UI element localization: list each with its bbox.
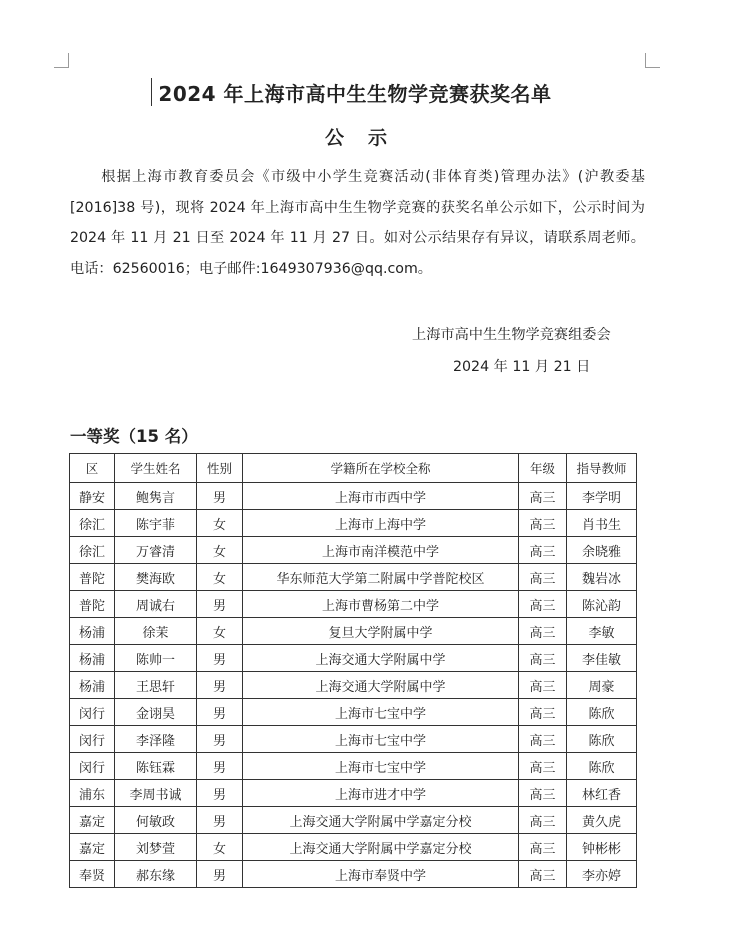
cell-teacher: 林红香: [567, 780, 637, 807]
cell-school: 上海市七宝中学: [243, 726, 519, 753]
cell-student-name: 金诩昊: [115, 699, 197, 726]
cell-student-name: 郝东缘: [115, 861, 197, 888]
cell-student-name: 徐茉: [115, 618, 197, 645]
table-row: [70, 753, 637, 780]
cell-grade: 高三: [519, 861, 567, 888]
cell-student-name: 陈帅一: [115, 645, 197, 672]
cell-gender: 女: [197, 564, 243, 591]
cell-district: 杨浦: [70, 618, 115, 645]
cell-teacher: 魏岩冰: [567, 564, 637, 591]
cell-teacher: 陈欣: [567, 726, 637, 753]
cell-gender: 男: [197, 780, 243, 807]
cell-gender: 男: [197, 726, 243, 753]
cell-teacher: 陈欣: [567, 699, 637, 726]
cell-school: 上海市南洋模范中学: [243, 537, 519, 564]
cell-grade: 高三: [519, 834, 567, 861]
document-subtitle: [0, 123, 712, 150]
cell-student-name: 刘梦萱: [115, 834, 197, 861]
cell-student-name: 鲍隽言: [115, 483, 197, 510]
cell-student-name: 周诚右: [115, 591, 197, 618]
cell-school: 上海市进才中学: [243, 780, 519, 807]
cell-teacher: 肖书生: [567, 510, 637, 537]
table-row: [70, 861, 637, 888]
cell-student-name: 陈宇菲: [115, 510, 197, 537]
header-student-name: 学生姓名: [115, 454, 197, 483]
cell-school: 上海市奉贤中学: [243, 861, 519, 888]
cell-student-name: 何敏政: [115, 807, 197, 834]
cell-teacher: 李学明: [567, 483, 637, 510]
table-row: [70, 672, 637, 699]
cell-district: 杨浦: [70, 645, 115, 672]
cell-school: 上海交通大学附属中学嘉定分校: [243, 834, 519, 861]
header-grade: 年级: [519, 454, 567, 483]
cell-grade: 高三: [519, 510, 567, 537]
signature-date: 2024 年 11 月 21 日: [453, 359, 591, 375]
page-corner-mark-right: [645, 53, 660, 68]
body-paragraph-text: 根据上海市教育委员会《市级中小学生竞赛活动(非体育类)管理办法》(沪教委基[2016]38 号)，现将 2024 年上海市高中生生物学竞赛的获奖名单公示如下，公示时间为 2024 年 11 月 21 日至 2024 年 11 月 27 日。如对公示结果存有异议，请联系周老师。电话：62560016；电子邮件:1649307936@qq.com。: [70, 169, 645, 277]
cell-school: 华东师范大学第二附属中学普陀校区: [243, 564, 519, 591]
cell-school: 上海市曹杨第二中学: [243, 591, 519, 618]
table-row: [70, 483, 637, 510]
cell-school: 复旦大学附属中学: [243, 618, 519, 645]
table-body: [70, 483, 637, 888]
cell-gender: 女: [197, 618, 243, 645]
cell-grade: 高三: [519, 591, 567, 618]
cell-district: 徐汇: [70, 510, 115, 537]
cell-district: 闵行: [70, 726, 115, 753]
cell-gender: 男: [197, 753, 243, 780]
cell-district: 嘉定: [70, 834, 115, 861]
cell-gender: 女: [197, 510, 243, 537]
subtitle-char: 公: [324, 127, 344, 149]
table-row: [70, 591, 637, 618]
cell-student-name: 王思轩: [115, 672, 197, 699]
cell-district: 徐汇: [70, 537, 115, 564]
subtitle-char: 示: [368, 127, 388, 149]
header-district: 区: [70, 454, 115, 483]
table-row: [70, 807, 637, 834]
table-row: [70, 537, 637, 564]
cell-gender: 男: [197, 861, 243, 888]
section-heading-first-prize: 一等奖（15 名）: [70, 427, 198, 446]
cell-gender: 男: [197, 483, 243, 510]
cell-district: 闵行: [70, 699, 115, 726]
table-row: [70, 645, 637, 672]
cell-school: 上海交通大学附属中学: [243, 672, 519, 699]
table-row: [70, 834, 637, 861]
organizer-signature: 上海市高中生生物学竞赛组委会: [412, 327, 611, 343]
cell-district: 普陀: [70, 564, 115, 591]
cell-gender: 男: [197, 699, 243, 726]
cell-gender: 男: [197, 672, 243, 699]
cell-gender: 女: [197, 537, 243, 564]
cell-grade: 高三: [519, 564, 567, 591]
header-gender: 性别: [197, 454, 243, 483]
cell-district: 浦东: [70, 780, 115, 807]
cell-grade: 高三: [519, 807, 567, 834]
awards-table: [69, 453, 637, 888]
cell-district: 杨浦: [70, 672, 115, 699]
cell-gender: 男: [197, 645, 243, 672]
page-corner-mark-left: [54, 53, 69, 68]
table-header-row: [70, 454, 637, 483]
header-teacher: 指导教师: [567, 454, 637, 483]
cell-teacher: 余晓雅: [567, 537, 637, 564]
cell-grade: 高三: [519, 699, 567, 726]
cell-district: 普陀: [70, 591, 115, 618]
cell-teacher: 李敏: [567, 618, 637, 645]
cell-teacher: 钟彬彬: [567, 834, 637, 861]
cell-teacher: 李亦婷: [567, 861, 637, 888]
cell-teacher: 李佳敏: [567, 645, 637, 672]
body-paragraph: [70, 162, 645, 284]
cell-grade: 高三: [519, 726, 567, 753]
table-row: [70, 780, 637, 807]
cell-student-name: 陈钰霖: [115, 753, 197, 780]
table-row: [70, 564, 637, 591]
cell-grade: 高三: [519, 618, 567, 645]
cell-school: 上海市上海中学: [243, 510, 519, 537]
cell-district: 闵行: [70, 753, 115, 780]
cell-grade: 高三: [519, 537, 567, 564]
cell-district: 嘉定: [70, 807, 115, 834]
cell-school: 上海市市西中学: [243, 483, 519, 510]
cell-gender: 男: [197, 807, 243, 834]
cell-school: 上海交通大学附属中学: [243, 645, 519, 672]
table-row: [70, 699, 637, 726]
cell-grade: 高三: [519, 483, 567, 510]
cell-student-name: 李泽隆: [115, 726, 197, 753]
cell-grade: 高三: [519, 780, 567, 807]
cell-gender: 男: [197, 591, 243, 618]
cell-grade: 高三: [519, 645, 567, 672]
cell-grade: 高三: [519, 672, 567, 699]
cell-teacher: 陈欣: [567, 753, 637, 780]
cell-student-name: 万睿清: [115, 537, 197, 564]
cell-grade: 高三: [519, 753, 567, 780]
header-school: 学籍所在学校全称: [243, 454, 519, 483]
cell-teacher: 黄久虎: [567, 807, 637, 834]
cell-student-name: 李周书诚: [115, 780, 197, 807]
cell-district: 静安: [70, 483, 115, 510]
cell-gender: 女: [197, 834, 243, 861]
document-title: 2024 年上海市高中生生物学竞赛获奖名单: [158, 82, 552, 106]
cell-student-name: 樊海欧: [115, 564, 197, 591]
cell-school: 上海市七宝中学: [243, 753, 519, 780]
cell-teacher: 陈沁韵: [567, 591, 637, 618]
table-row: [70, 510, 637, 537]
cell-school: 上海市七宝中学: [243, 699, 519, 726]
cell-school: 上海交通大学附属中学嘉定分校: [243, 807, 519, 834]
cell-teacher: 周豪: [567, 672, 637, 699]
cell-district: 奉贤: [70, 861, 115, 888]
table-row: [70, 726, 637, 753]
table-row: [70, 618, 637, 645]
